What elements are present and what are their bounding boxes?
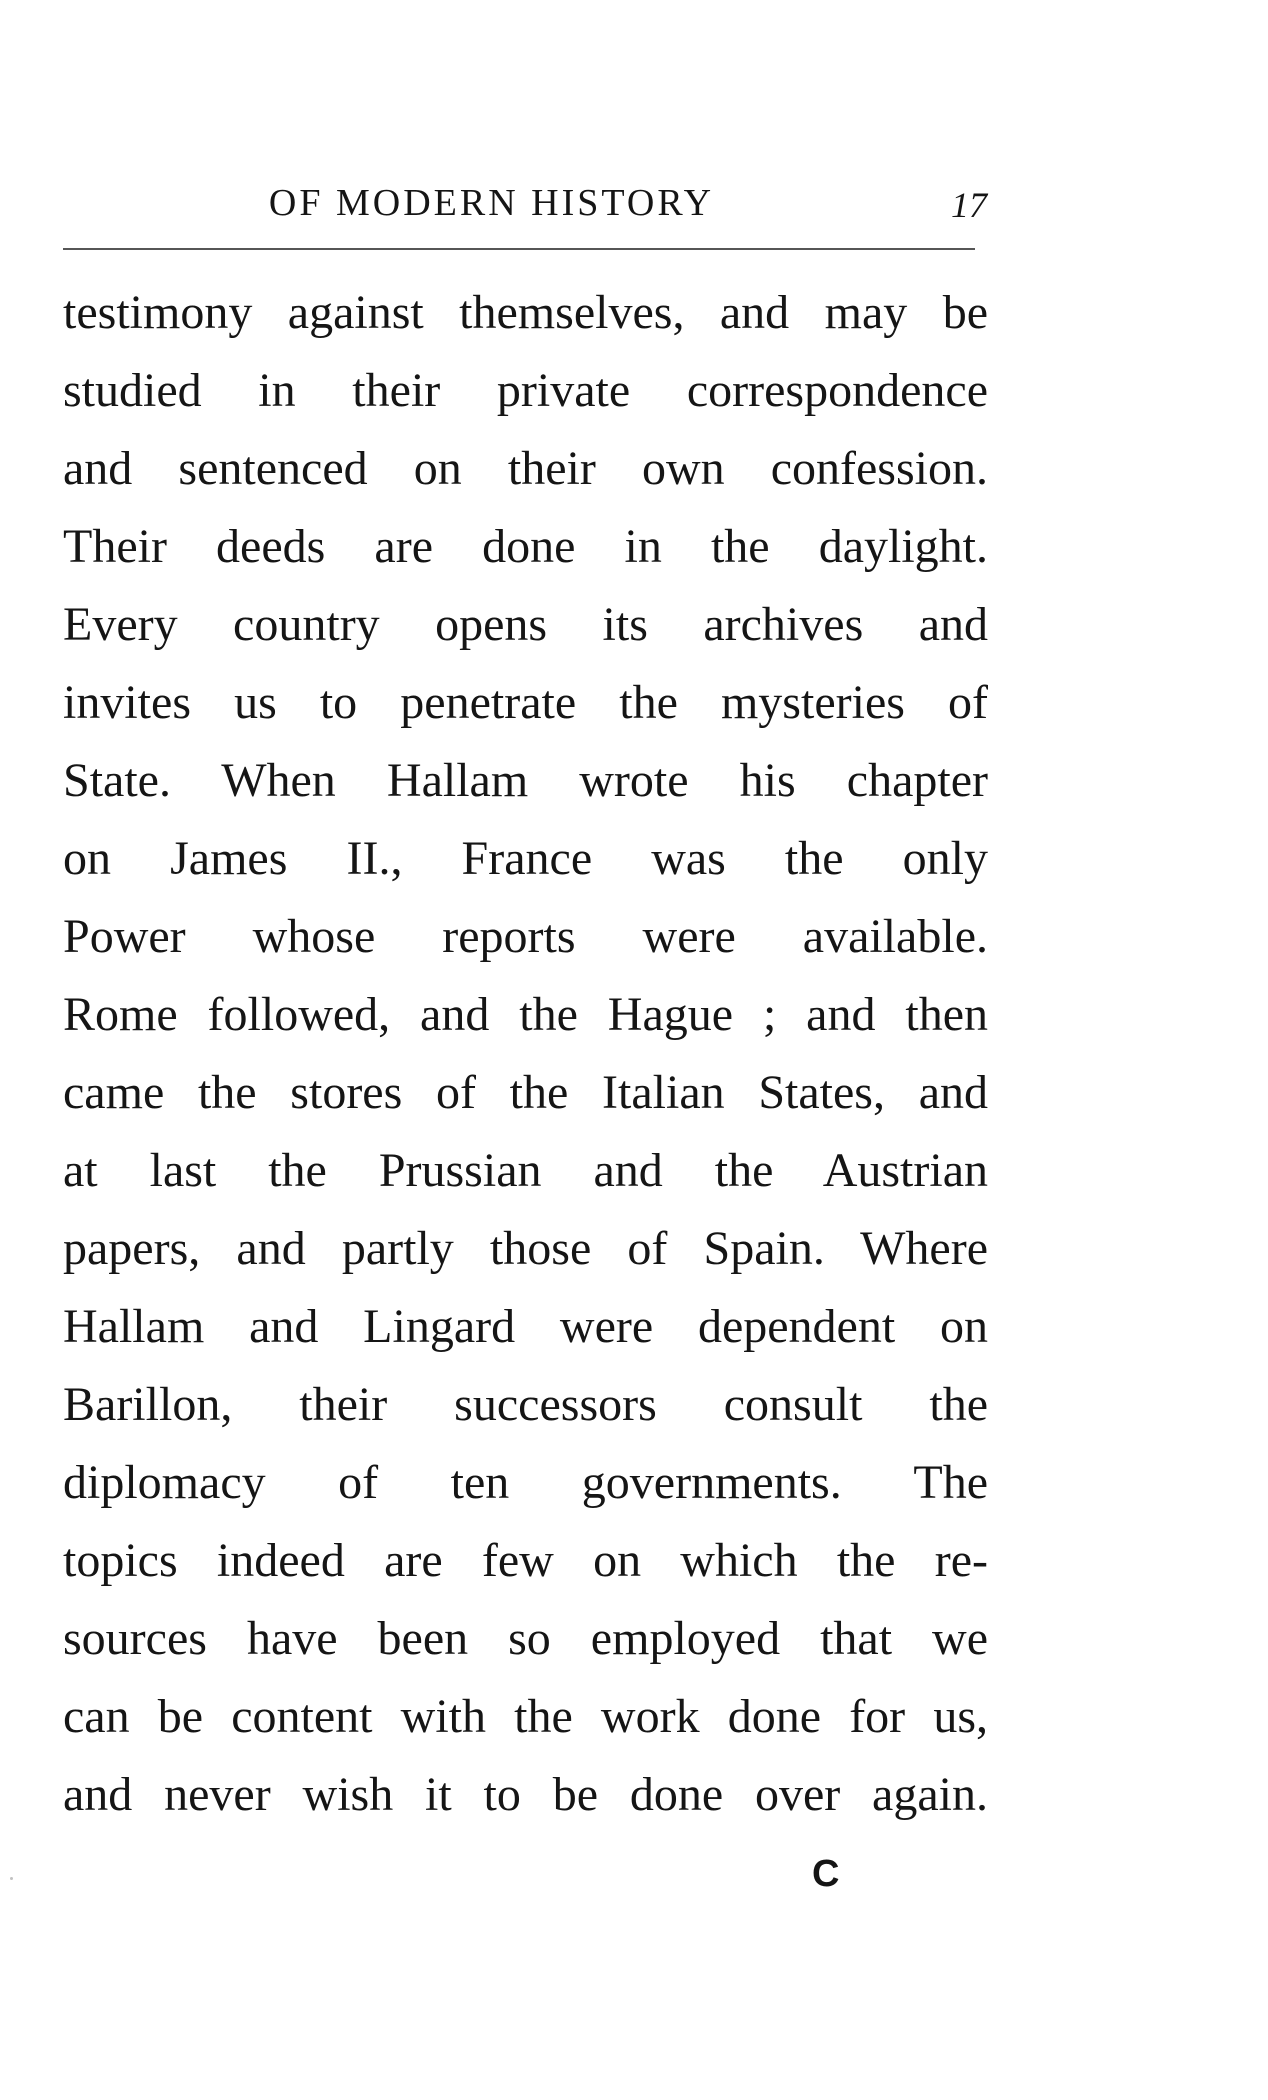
- text-line: and never wish it to be done over again.: [63, 1768, 988, 1821]
- page-number: 17: [951, 185, 987, 225]
- text-line: can be content with the work done for us,: [63, 1690, 988, 1743]
- text-line: topics indeed are few on which the re-: [63, 1534, 988, 1587]
- text-line: studied in their private correspondence: [63, 364, 988, 417]
- text-line: on James II., France was the only: [63, 832, 988, 885]
- signature-mark: C: [812, 1853, 840, 1895]
- text-line: sources have been so employed that we: [63, 1612, 988, 1665]
- text-line: Every country opens its archives and: [63, 598, 988, 651]
- text-line: Rome followed, and the Hague ; and then: [63, 988, 988, 1041]
- text-line: and sentenced on their own confession.: [63, 442, 988, 495]
- running-header: [62, 178, 987, 228]
- text-line: State. When Hallam wrote his chapter: [63, 754, 988, 807]
- text-line: testimony against themselves, and may be: [63, 286, 988, 339]
- text-line: Their deeds are done in the daylight.: [63, 520, 988, 573]
- text-line: Barillon, their successors consult the: [63, 1378, 988, 1431]
- text-line: papers, and partly those of Spain. Where: [63, 1222, 988, 1275]
- text-line: Hallam and Lingard were dependent on: [63, 1300, 988, 1353]
- text-line: at last the Prussian and the Austrian: [63, 1144, 988, 1197]
- text-line: invites us to penetrate the mysteries of: [63, 676, 988, 729]
- paper-speck: [10, 1877, 13, 1880]
- text-line: diplomacy of ten governments. The: [63, 1456, 988, 1509]
- text-line: came the stores of the Italian States, and: [63, 1066, 988, 1119]
- text-line: Power whose reports were available.: [63, 910, 988, 963]
- running-title: OF MODERN HISTORY: [268, 182, 715, 224]
- body-text: [63, 274, 988, 1834]
- header-rule: [63, 248, 975, 250]
